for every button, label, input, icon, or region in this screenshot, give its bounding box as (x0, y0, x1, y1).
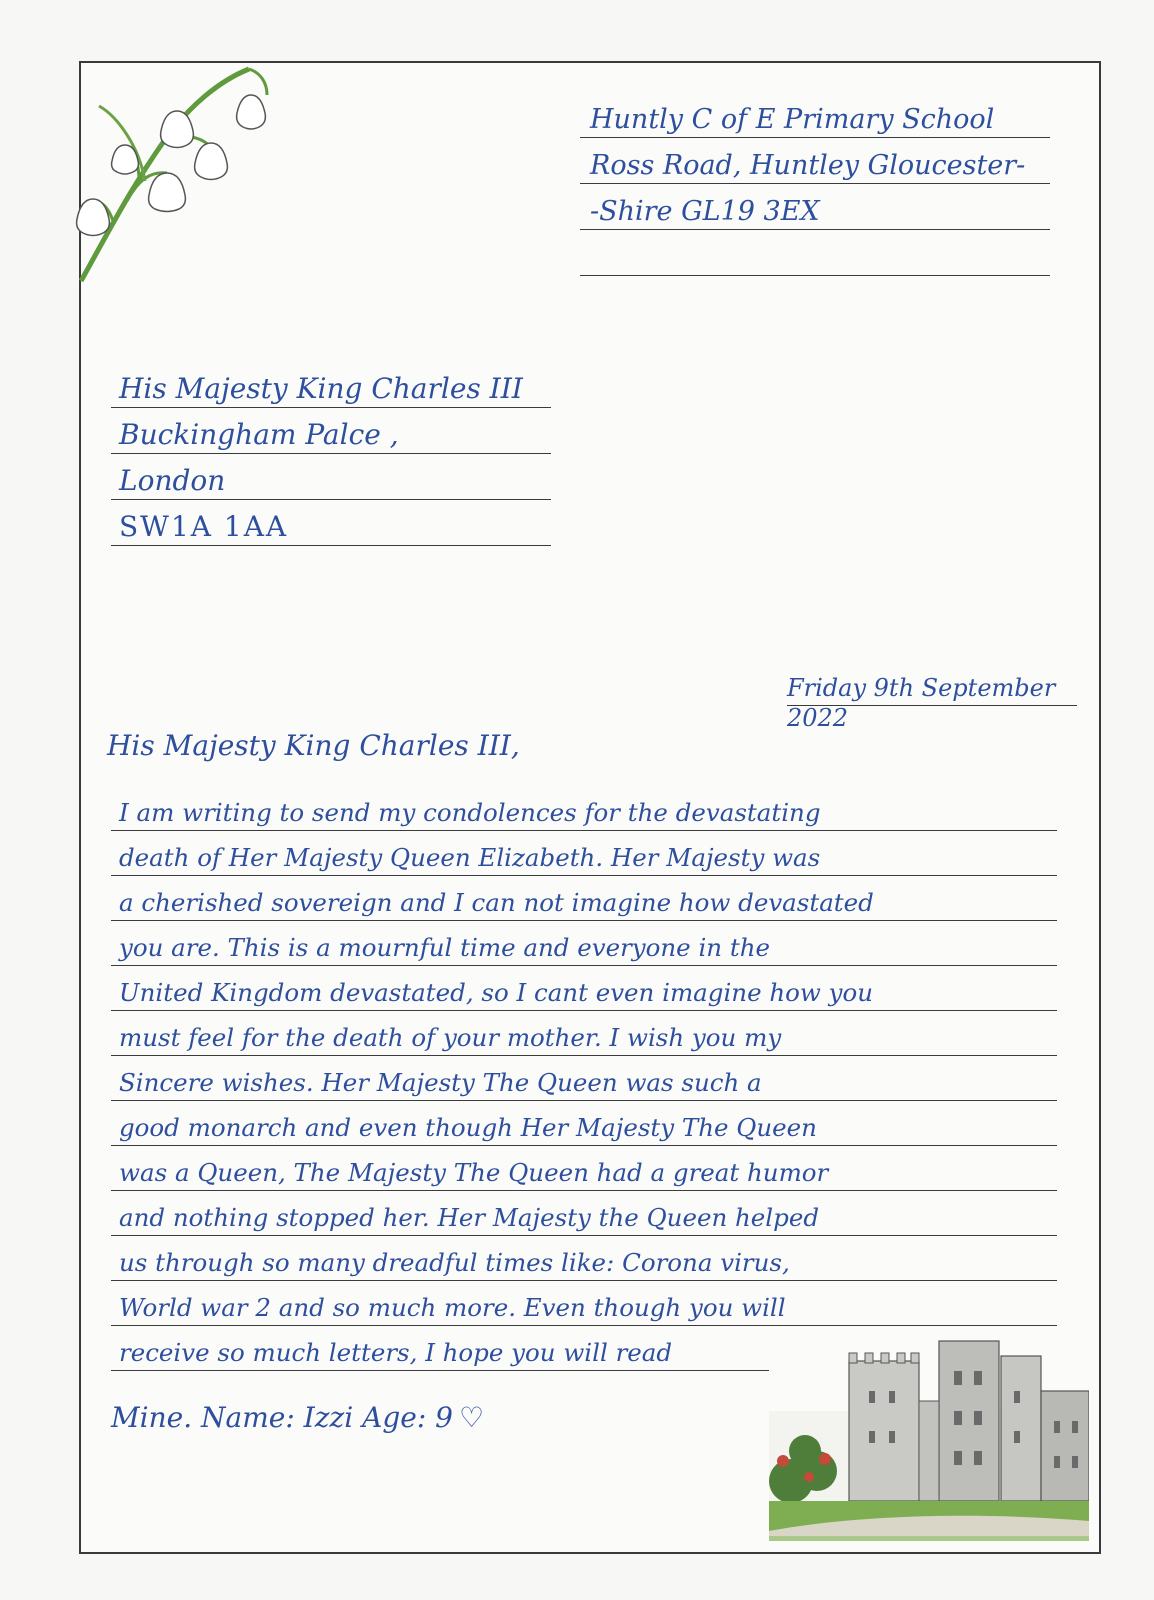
body-line-text: Sincere wishes. Her Majesty The Queen was such a (119, 1068, 762, 1097)
body-line-text: good monarch and even though Her Majesty The Queen (119, 1113, 817, 1142)
body-line (111, 785, 1057, 831)
body-line-text: World war 2 and so much more. Even though you will (119, 1293, 786, 1322)
body-line-text: death of Her Majesty Queen Elizabeth. Her Majesty was (119, 843, 821, 872)
body-line (111, 965, 1057, 1011)
sender-address-text: -Shire GL19 3EX (590, 196, 820, 227)
letter-date: Friday 9th September 2022 (787, 674, 1056, 732)
body-line-text: I am writing to send my condolences for the devastating (119, 798, 821, 827)
body-line (111, 920, 1057, 966)
body-line-text: was a Queen, The Majesty The Queen had a great humor (119, 1158, 829, 1187)
body-line-text: you are. This is a mournful time and everyone in the (119, 933, 770, 962)
windsor-castle-illustration (769, 1331, 1089, 1541)
body-line (111, 1235, 1057, 1281)
recipient-address-line (111, 453, 551, 500)
body-line (111, 1280, 1057, 1326)
recipient-address-text: Buckingham Palce , (119, 418, 399, 451)
body-line (111, 875, 1057, 921)
body-line-text: a cherished sovereign and I can not imagine how devastated (119, 888, 874, 917)
date-underline (787, 705, 1077, 706)
body-line (111, 1325, 831, 1371)
heart-outline-icon: ♡ (458, 1401, 485, 1434)
lily-of-the-valley-illustration (69, 61, 299, 291)
recipient-address-text: His Majesty King Charles III (119, 372, 523, 405)
body-line-text: must feel for the death of your mother. I wish you my (119, 1023, 782, 1052)
signoff (111, 1401, 484, 1434)
body-line-text: United Kingdom devastated, so I cant even imagine how you (119, 978, 874, 1007)
body-line (111, 1145, 1057, 1191)
sender-address-line (580, 229, 1050, 276)
sender-address-text: Huntly C of E Primary School (590, 104, 995, 135)
sender-address-line (580, 183, 1050, 230)
body-line (111, 1190, 1057, 1236)
sender-address-text: Ross Road, Huntley Gloucester- (590, 150, 1026, 181)
sender-address-line (580, 137, 1050, 184)
body-line (111, 830, 1057, 876)
recipient-address-text: London (119, 464, 226, 497)
signoff-text: Mine. Name: Izzi Age: 9 (111, 1401, 453, 1434)
body-line-text: receive so much letters, I hope you will read (119, 1338, 673, 1367)
sender-address-line (580, 91, 1050, 138)
salutation: His Majesty King Charles III, (107, 729, 520, 762)
body-line-text: and nothing stopped her. Her Majesty the Queen helped (119, 1203, 819, 1232)
recipient-address-line (111, 407, 551, 454)
letter-sheet (79, 61, 1101, 1554)
recipient-address-line (111, 361, 551, 408)
recipient-address-line (111, 499, 551, 546)
body-line (111, 1010, 1057, 1056)
body-line (111, 1100, 1057, 1146)
body-line-text: us through so many dreadful times like: Corona virus, (119, 1248, 790, 1277)
recipient-address-text: SW1A 1AA (119, 510, 289, 543)
body-line (111, 1055, 1057, 1101)
